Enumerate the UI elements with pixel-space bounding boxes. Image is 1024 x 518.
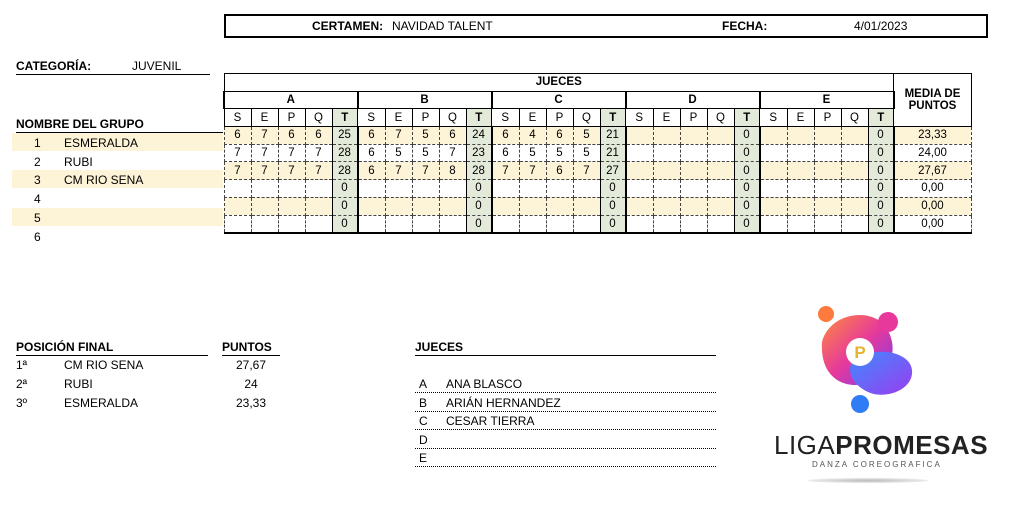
score-cell: 6 xyxy=(492,144,520,162)
score-cell: 7 xyxy=(305,144,332,162)
criteria-s: S xyxy=(626,109,654,127)
score-cell xyxy=(546,197,573,215)
criteria-p: P xyxy=(278,109,305,127)
score-cell xyxy=(814,162,841,180)
jueces-header: JUECES xyxy=(224,74,894,92)
criteria-s: S xyxy=(224,109,251,127)
score-cell xyxy=(841,144,868,162)
score-cell xyxy=(814,197,841,215)
score-cell xyxy=(680,162,707,180)
score-cell: 7 xyxy=(573,162,600,180)
total-cell: 28 xyxy=(466,162,492,180)
score-cell xyxy=(573,215,600,233)
score-cell xyxy=(305,197,332,215)
score-cell: 8 xyxy=(439,162,466,180)
score-cell xyxy=(787,180,814,198)
score-cell xyxy=(358,215,386,233)
score-cell xyxy=(653,144,680,162)
score-cell xyxy=(707,180,734,198)
score-cell xyxy=(439,215,466,233)
score-cell: 4 xyxy=(519,127,546,145)
score-cell: 7 xyxy=(251,162,278,180)
fecha-label: FECHA: xyxy=(722,19,768,33)
judge-row xyxy=(415,375,716,393)
score-cell: 7 xyxy=(439,144,466,162)
media-cell: 0,00 xyxy=(894,197,972,215)
score-cell: 6 xyxy=(546,127,573,145)
judge-name: CESAR TIERRA xyxy=(446,414,535,428)
score-cell xyxy=(814,180,841,198)
criteria-q: Q xyxy=(305,109,332,127)
score-cell: 7 xyxy=(385,127,412,145)
score-cell: 5 xyxy=(412,127,439,145)
group-number: 2 xyxy=(34,154,41,169)
score-cell xyxy=(653,162,680,180)
criteria-e: E xyxy=(519,109,546,127)
total-cell: 0 xyxy=(734,162,760,180)
score-cell xyxy=(814,144,841,162)
score-cell xyxy=(653,197,680,215)
score-cell: 5 xyxy=(546,144,573,162)
media-label-2: PUNTOS xyxy=(908,100,957,113)
total-cell: 0 xyxy=(868,197,894,215)
score-cell: 7 xyxy=(251,144,278,162)
score-cell xyxy=(707,127,734,145)
score-cell xyxy=(707,197,734,215)
criteria-t: T xyxy=(734,109,760,127)
score-cell: 5 xyxy=(385,144,412,162)
total-cell: 28 xyxy=(332,144,358,162)
final-points: 23,33 xyxy=(235,396,267,410)
score-cell xyxy=(573,180,600,198)
fecha-value: 4/01/2023 xyxy=(854,19,908,33)
score-cell xyxy=(492,197,520,215)
criteria-q: Q xyxy=(841,109,868,127)
certamen-value: NAVIDAD TALENT xyxy=(392,19,493,33)
score-cell xyxy=(653,180,680,198)
score-cell xyxy=(841,180,868,198)
criteria-p: P xyxy=(814,109,841,127)
criteria-q: Q xyxy=(439,109,466,127)
judge-row xyxy=(415,412,716,430)
judge-name: ARIÁN HERNANDEZ xyxy=(446,395,561,410)
score-cell xyxy=(626,144,654,162)
score-cell: 6 xyxy=(358,144,386,162)
group-number: 6 xyxy=(34,229,41,244)
final-position: 2ª xyxy=(16,377,28,391)
categoria-value: JUVENIL xyxy=(132,59,182,73)
score-cell xyxy=(251,215,278,233)
score-cell: 6 xyxy=(546,162,573,180)
score-cell xyxy=(760,215,788,233)
media-header xyxy=(894,74,972,127)
score-cell xyxy=(787,144,814,162)
total-cell: 0 xyxy=(868,144,894,162)
judge-header-b: B xyxy=(358,91,492,109)
criteria-p: P xyxy=(546,109,573,127)
score-cell xyxy=(278,180,305,198)
score-cell xyxy=(224,215,251,233)
total-cell: 27 xyxy=(600,162,626,180)
score-cell xyxy=(626,197,654,215)
criteria-p: P xyxy=(412,109,439,127)
group-number: 4 xyxy=(34,192,41,207)
score-cell xyxy=(412,197,439,215)
score-cell: 6 xyxy=(305,127,332,145)
group-number: 1 xyxy=(34,136,41,150)
score-cell xyxy=(787,215,814,233)
score-cell xyxy=(224,180,251,198)
score-cell xyxy=(492,215,520,233)
score-cell xyxy=(707,215,734,233)
score-cell xyxy=(546,215,573,233)
score-cell xyxy=(680,197,707,215)
score-cell xyxy=(626,180,654,198)
score-cell xyxy=(573,197,600,215)
criteria-q: Q xyxy=(707,109,734,127)
judge-header-e: E xyxy=(760,91,894,109)
score-cell xyxy=(251,180,278,198)
total-cell: 25 xyxy=(332,127,358,145)
final-position: 3º xyxy=(16,396,28,410)
certamen-label: CERTAMEN: xyxy=(312,19,384,33)
score-cell xyxy=(787,162,814,180)
criteria-p: P xyxy=(680,109,707,127)
total-cell: 0 xyxy=(734,127,760,145)
categoria-label: CATEGORÍA: xyxy=(16,59,92,73)
score-cell xyxy=(680,180,707,198)
score-cell: 7 xyxy=(251,127,278,145)
group-row xyxy=(12,208,223,226)
score-cell xyxy=(841,215,868,233)
total-cell: 24 xyxy=(466,127,492,145)
criteria-e: E xyxy=(251,109,278,127)
score-cell xyxy=(760,197,788,215)
judge-name: ANA BLASCO xyxy=(446,377,523,391)
score-cell: 6 xyxy=(358,162,386,180)
score-cell: 7 xyxy=(224,162,251,180)
score-cell xyxy=(358,180,386,198)
score-cell: 7 xyxy=(519,162,546,180)
score-cell xyxy=(760,180,788,198)
judge-letter: C xyxy=(419,414,428,428)
criteria-s: S xyxy=(492,109,520,127)
score-cell xyxy=(814,215,841,233)
total-cell: 0 xyxy=(734,215,760,233)
liga-promesas-logo xyxy=(760,300,989,490)
score-cell xyxy=(760,127,788,145)
svg-text:P: P xyxy=(854,343,866,362)
score-cell xyxy=(707,162,734,180)
score-cell xyxy=(439,197,466,215)
total-cell: 21 xyxy=(600,144,626,162)
group-name-header: NOMBRE DEL GRUPO xyxy=(16,117,223,133)
liga-promesas-logo-icon xyxy=(760,300,980,440)
final-points: 24 xyxy=(244,377,258,391)
criteria-e: E xyxy=(653,109,680,127)
score-cell xyxy=(680,144,707,162)
total-cell: 0 xyxy=(868,127,894,145)
group-name: RUBI xyxy=(64,154,93,169)
judge-letter: E xyxy=(419,451,428,465)
final-position: 1ª xyxy=(16,358,28,372)
judge-row xyxy=(415,449,716,467)
final-group-name: CM RIO SENA xyxy=(64,358,144,372)
score-cell xyxy=(224,197,251,215)
logo-tagline: DANZA COREOGRAFICA xyxy=(812,460,942,469)
total-cell: 0 xyxy=(600,215,626,233)
criteria-t: T xyxy=(332,109,358,127)
total-cell: 28 xyxy=(332,162,358,180)
total-cell: 0 xyxy=(332,180,358,198)
score-cell xyxy=(305,215,332,233)
score-cell xyxy=(278,197,305,215)
score-cell xyxy=(707,144,734,162)
score-cell xyxy=(546,180,573,198)
score-cell: 5 xyxy=(573,144,600,162)
score-cell xyxy=(841,197,868,215)
judge-row xyxy=(415,431,716,449)
total-cell: 0 xyxy=(600,197,626,215)
score-cell xyxy=(385,215,412,233)
total-cell: 0 xyxy=(466,197,492,215)
score-cell: 6 xyxy=(439,127,466,145)
group-row xyxy=(12,170,223,188)
judge-row xyxy=(415,394,716,412)
criteria-t: T xyxy=(466,109,492,127)
score-cell xyxy=(680,215,707,233)
group-name: CM RIO SENA xyxy=(64,173,144,188)
total-cell: 0 xyxy=(868,162,894,180)
score-cell xyxy=(412,180,439,198)
total-cell: 0 xyxy=(868,180,894,198)
media-cell: 24,00 xyxy=(894,144,972,162)
score-cell xyxy=(412,215,439,233)
total-cell: 0 xyxy=(332,215,358,233)
total-cell: 0 xyxy=(466,180,492,198)
score-cell xyxy=(519,197,546,215)
group-row xyxy=(12,189,223,207)
table-row xyxy=(224,162,971,180)
score-cell xyxy=(626,162,654,180)
score-cell: 5 xyxy=(573,127,600,145)
score-cell xyxy=(626,215,654,233)
score-cell xyxy=(787,197,814,215)
criteria-s: S xyxy=(358,109,386,127)
media-cell: 23,33 xyxy=(894,127,972,145)
criteria-e: E xyxy=(385,109,412,127)
score-cell xyxy=(760,162,788,180)
table-row xyxy=(224,127,971,145)
score-cell xyxy=(385,180,412,198)
criteria-s: S xyxy=(760,109,788,127)
score-cell xyxy=(653,127,680,145)
criteria-t: T xyxy=(600,109,626,127)
score-cell xyxy=(251,197,278,215)
score-cell: 6 xyxy=(224,127,251,145)
score-cell: 7 xyxy=(385,162,412,180)
media-cell: 27,67 xyxy=(894,162,972,180)
scores-table xyxy=(223,73,972,234)
total-cell: 0 xyxy=(868,215,894,233)
score-cell xyxy=(439,180,466,198)
criteria-t: T xyxy=(868,109,894,127)
total-cell: 0 xyxy=(600,180,626,198)
score-cell xyxy=(519,180,546,198)
total-cell: 0 xyxy=(734,144,760,162)
table-row xyxy=(224,144,971,162)
categoria xyxy=(16,58,210,75)
score-cell: 7 xyxy=(492,162,520,180)
score-cell xyxy=(358,197,386,215)
score-cell: 7 xyxy=(278,162,305,180)
judge-letter: D xyxy=(419,432,428,447)
judge-header-d: D xyxy=(626,91,760,109)
final-points: 27,67 xyxy=(235,358,267,372)
group-row xyxy=(12,133,223,151)
score-cell: 5 xyxy=(519,144,546,162)
score-cell xyxy=(680,127,707,145)
score-cell: 5 xyxy=(412,144,439,162)
score-cell: 6 xyxy=(492,127,520,145)
score-cell xyxy=(492,180,520,198)
logo-wordmark: LIGAPROMESAS xyxy=(774,430,989,460)
score-cell: 7 xyxy=(224,144,251,162)
score-cell xyxy=(787,127,814,145)
final-points-label: PUNTOS xyxy=(222,340,280,356)
total-cell: 0 xyxy=(332,197,358,215)
media-label-1: MEDIA DE xyxy=(904,88,961,101)
score-cell xyxy=(278,215,305,233)
group-number: 5 xyxy=(34,210,41,225)
score-cell xyxy=(305,180,332,198)
criteria-q: Q xyxy=(573,109,600,127)
score-cell xyxy=(814,127,841,145)
judge-header-c: C xyxy=(492,91,626,109)
total-cell: 23 xyxy=(466,144,492,162)
score-cell xyxy=(841,162,868,180)
judge-letter: B xyxy=(419,395,428,410)
score-cell xyxy=(626,127,654,145)
judge-header-a: A xyxy=(224,91,358,109)
judge-letter: A xyxy=(419,377,428,391)
score-cell: 6 xyxy=(358,127,386,145)
final-position-title: POSICIÓN FINAL xyxy=(16,340,208,356)
score-cell xyxy=(385,197,412,215)
header-box xyxy=(224,14,988,38)
final-group-name: RUBI xyxy=(64,377,93,391)
logo-shadow xyxy=(808,478,928,483)
group-row xyxy=(12,152,223,170)
score-cell xyxy=(519,215,546,233)
score-cell: 7 xyxy=(412,162,439,180)
table-row xyxy=(224,197,971,215)
group-row xyxy=(12,227,223,245)
media-cell: 0,00 xyxy=(894,180,972,198)
table-row xyxy=(224,180,971,198)
media-cell: 0,00 xyxy=(894,215,972,233)
group-name: ESMERALDA xyxy=(64,136,139,150)
score-cell xyxy=(760,144,788,162)
score-cell xyxy=(653,215,680,233)
score-cell: 7 xyxy=(278,144,305,162)
score-cell: 7 xyxy=(305,162,332,180)
group-number: 3 xyxy=(34,173,41,188)
judges-title: JUECES xyxy=(415,340,716,356)
total-cell: 0 xyxy=(466,215,492,233)
table-row xyxy=(224,215,971,233)
final-group-name: ESMERALDA xyxy=(64,396,139,410)
score-cell: 6 xyxy=(278,127,305,145)
total-cell: 21 xyxy=(600,127,626,145)
criteria-e: E xyxy=(787,109,814,127)
score-cell xyxy=(841,127,868,145)
total-cell: 0 xyxy=(734,197,760,215)
total-cell: 0 xyxy=(734,180,760,198)
